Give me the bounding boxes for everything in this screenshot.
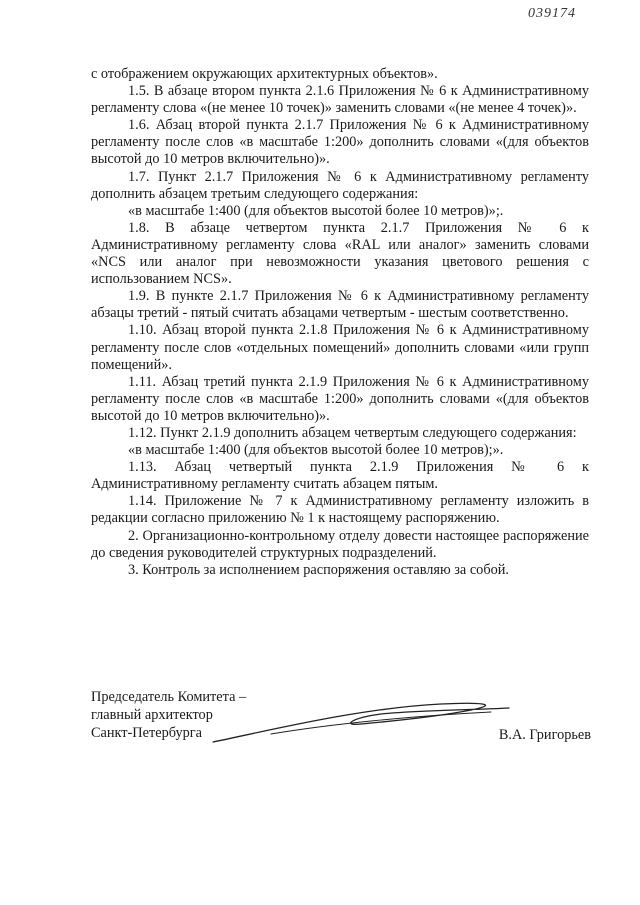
paragraph-1-12: 1.12. Пункт 2.1.9 дополнить абзацем четвертым следующего содержания: <box>128 424 577 441</box>
paragraph-1-14: 1.14. Приложение № 7 к Административному регламенту изложить в редакции согласно приложению № 1 к настоящему распоряжению. <box>91 493 589 527</box>
handwritten-signature <box>211 690 511 750</box>
signatory-title-line-1: Председатель Комитета – <box>91 689 247 705</box>
paragraph-1-7-quote: «в масштабе 1:400 (для объектов высотой более 10 метров)»;. <box>128 202 504 219</box>
paragraph-1-13: 1.13. Абзац четвертый пункта 2.1.9 Приложения № 6 к Административному регламенту считать абзацем пятым. <box>91 459 589 493</box>
paragraph-1-6: 1.6. Абзац второй пункта 2.1.7 Приложения № 6 к Административному регламенту после слов «в масштабе 1:200» дополнить словами «(для объектов высотой до 10 метров включительно)». <box>91 117 589 168</box>
paragraph-1-10: 1.10. Абзац второй пункта 2.1.8 Приложения № 6 к Административному регламенту после слов «отдельных помещений» дополнить словами «или групп помещений». <box>91 322 589 373</box>
document-number: 039174 <box>528 6 576 21</box>
signatory-title-line-2: главный архитектор <box>91 707 213 723</box>
paragraph-continuation: с отображением окружающих архитектурных объектов». <box>91 66 438 82</box>
paragraph-2: 2. Организационно-контрольному отделу довести настоящее распоряжение до сведения руководителей структурных подразделений. <box>91 527 589 561</box>
paragraph-1-5: 1.5. В абзаце втором пункта 2.1.6 Приложения № 6 к Административному регламенту слова «(не менее 10 точек)» заменить словами «(не менее 4 точек)». <box>91 83 589 117</box>
paragraph-1-7: 1.7. Пункт 2.1.7 Приложения № 6 к Административному регламенту дополнить абзацем третьим следующего содержания: <box>91 168 589 202</box>
signature-block <box>91 688 591 758</box>
paragraph-1-12-quote: «в масштабе 1:400 (для объектов высотой более 10 метров);». <box>128 442 504 459</box>
signatory-name: В.А. Григорьев <box>498 727 591 743</box>
paragraph-3: 3. Контроль за исполнением распоряжения оставляю за собой. <box>128 561 509 578</box>
paragraph-1-11: 1.11. Абзац третий пункта 2.1.9 Приложения № 6 к Административному регламенту после слов «в масштабе 1:200» дополнить словами «(для объектов высотой до 10 метров включительно)». <box>91 373 589 424</box>
signatory-title-line-3: Санкт-Петербурга <box>91 725 202 741</box>
paragraph-1-9: 1.9. В пункте 2.1.7 Приложения № 6 к Административному регламенту абзацы третий - пятый считать абзацами четвертым - шестым соответственно. <box>91 288 589 322</box>
paragraph-1-8: 1.8. В абзаце четвертом пункта 2.1.7 Приложения № 6 к Административному регламенту слова «RAL или аналог» заменить словами «NCS или аналог при невозможности указания цветового решения с использованием NCS». <box>91 219 589 288</box>
document-body <box>91 66 589 579</box>
